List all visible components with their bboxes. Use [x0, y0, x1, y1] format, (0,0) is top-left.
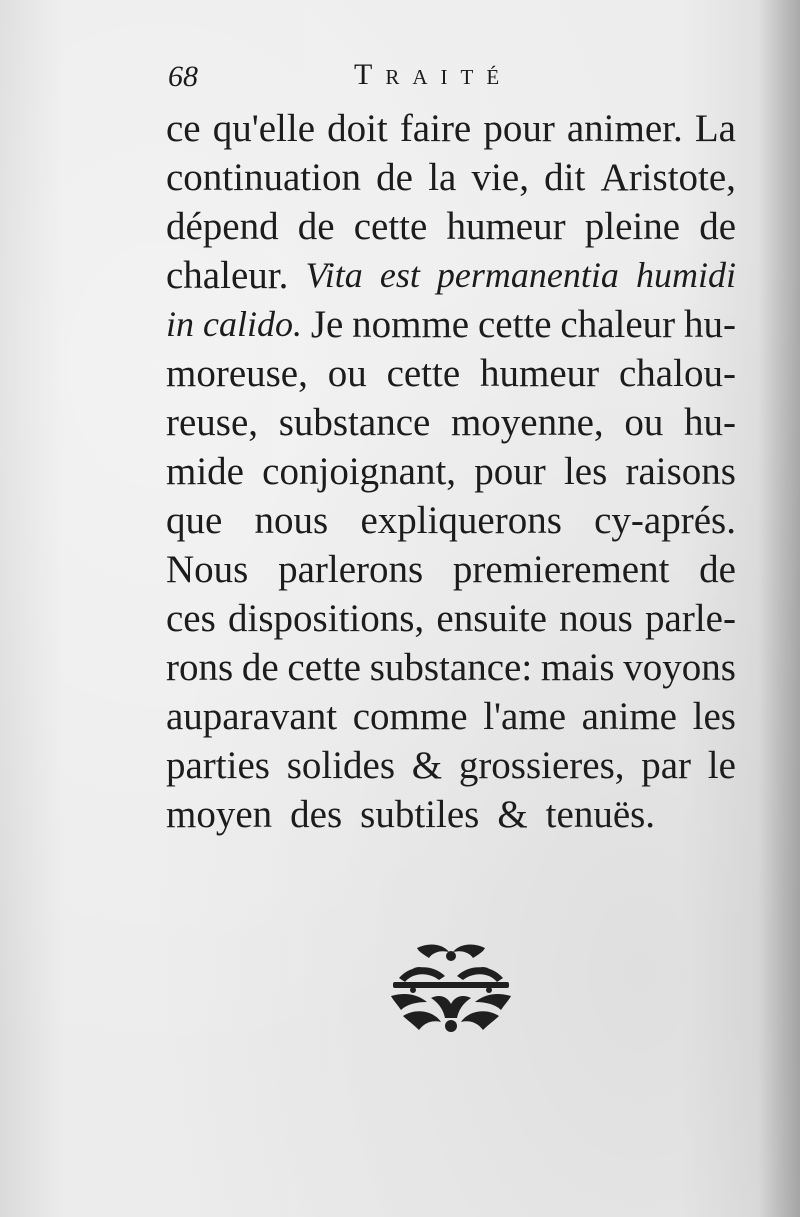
text-word: ces	[166, 597, 216, 640]
text-line	[166, 104, 736, 153]
text-word: nomme	[352, 303, 470, 346]
fleuron-ornament-icon	[383, 940, 519, 1040]
text-line	[166, 496, 736, 545]
text-word: les	[563, 450, 608, 493]
running-title: Traité	[354, 58, 513, 91]
text-word: Nous	[166, 548, 249, 591]
text-word: moyen	[166, 793, 273, 836]
text-line	[166, 153, 736, 202]
text-word: Je	[310, 303, 344, 346]
text-word: in calido.	[166, 304, 302, 344]
text-word: subtiles	[360, 793, 480, 836]
text-word: auparavant	[166, 695, 338, 738]
text-line	[166, 790, 736, 839]
text-word: doit	[327, 107, 388, 150]
page-gutter-shadow	[758, 0, 800, 1217]
text-word: conjoignant,	[262, 450, 457, 493]
text-word: &	[411, 744, 443, 787]
text-word: voyons	[623, 646, 736, 689]
text-word: Vita	[305, 255, 363, 295]
text-word: parlerons	[278, 548, 424, 591]
text-word: humidi	[635, 255, 736, 295]
text-line	[166, 545, 736, 594]
text-word: faire	[399, 107, 472, 150]
text-word: de	[376, 156, 413, 199]
text-word: dispositions,	[228, 597, 425, 640]
text-word: expliquerons	[360, 499, 562, 542]
text-word: chaleur.	[166, 254, 289, 297]
text-word: anime	[581, 695, 677, 738]
text-word: qu'elle	[212, 107, 316, 150]
text-word: hu-	[683, 401, 736, 444]
text-word: pour	[483, 107, 555, 150]
text-line	[166, 202, 736, 251]
text-word: Aristote,	[600, 156, 736, 199]
text-word: mais	[540, 646, 615, 689]
text-word: cy-aprés.	[594, 499, 736, 542]
text-word: cette	[386, 352, 461, 395]
text-word: dit	[544, 156, 586, 199]
text-word: de	[297, 205, 335, 248]
text-word: est	[379, 255, 420, 295]
text-word: &	[497, 793, 528, 836]
text-line	[166, 300, 736, 349]
text-line	[166, 692, 736, 741]
text-line	[166, 398, 736, 447]
text-word: tenuës.	[545, 793, 656, 836]
text-word: comme	[352, 695, 468, 738]
text-line	[166, 643, 736, 692]
text-line	[166, 251, 736, 300]
text-word: que	[166, 499, 223, 542]
page-number: 68	[168, 60, 198, 93]
text-word: mide	[166, 450, 244, 493]
text-word: humeur	[480, 352, 600, 395]
text-word: grossieres,	[458, 744, 625, 787]
text-word: cette	[477, 303, 552, 346]
text-word: moyenne,	[450, 401, 604, 444]
text-word: La	[694, 107, 736, 150]
text-word: substance	[278, 401, 431, 444]
text-word: l'ame	[483, 695, 567, 738]
text-word: pour	[474, 450, 546, 493]
text-word: nous	[559, 597, 633, 640]
text-word: la	[428, 156, 457, 199]
text-word: cette	[353, 205, 428, 248]
text-word: rons	[166, 646, 234, 689]
text-word: premierement	[452, 548, 670, 591]
text-word: chalou-	[619, 352, 736, 395]
text-word: parties	[166, 744, 270, 787]
text-word: animer.	[566, 107, 683, 150]
text-word: solides	[286, 744, 396, 787]
body-text	[166, 104, 736, 839]
text-word: les	[692, 695, 736, 738]
text-word: vie,	[471, 156, 529, 199]
text-word: hu-	[683, 303, 736, 346]
text-line	[166, 594, 736, 643]
text-word: chaleur	[560, 303, 676, 346]
page-header	[168, 58, 736, 98]
text-word: raisons	[625, 450, 736, 493]
text-word: ou	[624, 401, 664, 444]
text-word: ce	[166, 107, 201, 150]
text-word: de	[699, 205, 736, 248]
text-word: permanentia	[436, 255, 619, 295]
text-word: reuse,	[166, 401, 259, 444]
text-word: par	[641, 744, 692, 787]
text-word: cette	[287, 646, 361, 689]
text-word: ou	[327, 352, 367, 395]
text-line	[166, 741, 736, 790]
text-word: parle-	[645, 597, 736, 640]
text-word: des	[290, 793, 343, 836]
text-word: de	[241, 646, 279, 689]
text-line	[166, 349, 736, 398]
text-word: humeur	[446, 205, 566, 248]
text-word: ensuite	[436, 597, 547, 640]
text-word: pleine	[584, 205, 681, 248]
text-word: de	[699, 548, 736, 591]
text-line	[166, 447, 736, 496]
text-word: substance:	[369, 646, 533, 689]
text-word: continuation	[166, 156, 361, 199]
text-word: le	[707, 744, 736, 787]
text-word: moreuse,	[166, 352, 308, 395]
text-word: dépend	[166, 205, 279, 248]
text-word: nous	[254, 499, 329, 542]
